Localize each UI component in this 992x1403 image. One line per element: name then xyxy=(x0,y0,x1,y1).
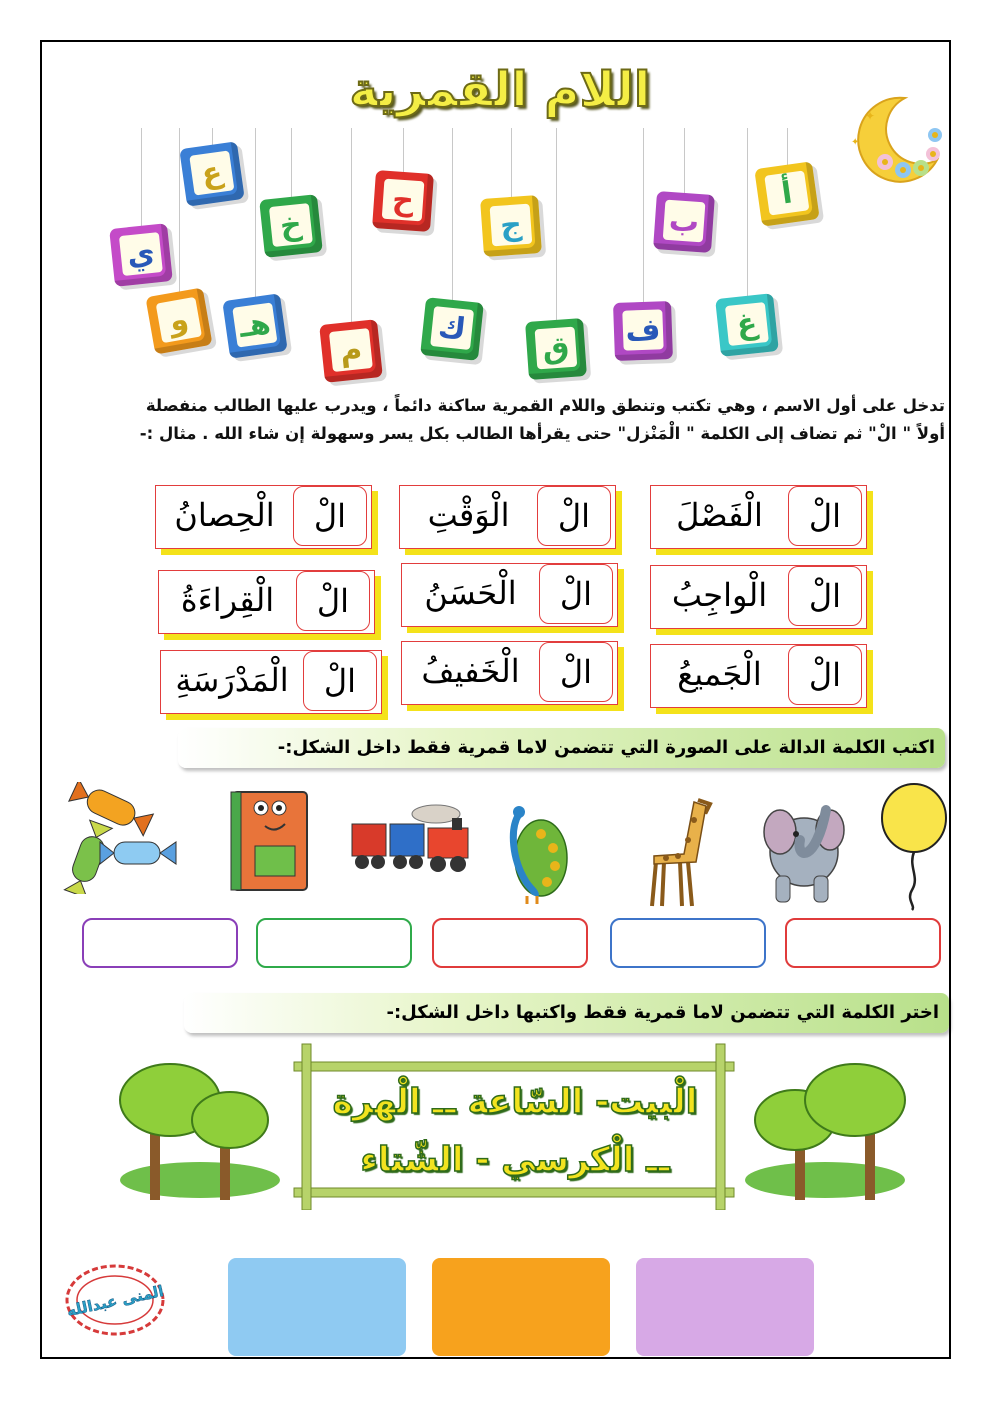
cube-letter: ي xyxy=(119,232,163,276)
prefix-al: الْ xyxy=(296,571,370,631)
letter-cube xyxy=(222,293,288,359)
svg-text:✦: ✦ xyxy=(865,109,876,123)
prefix-al: الْ xyxy=(293,486,367,546)
cube-letter: ك xyxy=(430,306,474,350)
example-box xyxy=(155,485,372,549)
letter-cube xyxy=(372,170,434,232)
example-box xyxy=(399,485,616,549)
word-choices-line-2: ــ الْكرسي - الشّتاء xyxy=(360,1140,670,1180)
example-word: الْفَصْلَ xyxy=(676,496,763,534)
cube-letter: خ xyxy=(269,203,313,247)
prefix-al: الْ xyxy=(539,642,613,702)
cube-string xyxy=(511,128,512,197)
example-word: الْجَميعُ xyxy=(677,655,762,693)
write-box-purple[interactable] xyxy=(636,1258,814,1356)
moon-flowers-icon xyxy=(845,90,945,185)
write-box-orange[interactable] xyxy=(432,1258,610,1356)
intro-paragraph xyxy=(55,392,945,448)
letter-cube xyxy=(259,194,323,258)
cube-letter: ق xyxy=(535,327,578,370)
cube-letter: ب xyxy=(663,200,706,243)
letter-cube xyxy=(420,297,484,361)
letter-cube xyxy=(480,195,542,257)
word-choices-line-1: الْبيت- السّاعة ــ الْهرة xyxy=(332,1082,698,1122)
example-box xyxy=(160,650,382,714)
prefix-al: الْ xyxy=(537,486,611,546)
letter-cube xyxy=(613,301,673,361)
cube-string xyxy=(291,128,292,197)
cube-letter: م xyxy=(329,328,373,372)
balloon-icon xyxy=(878,782,950,912)
stamp-text: المنى عبدالله xyxy=(65,1281,166,1321)
answer-box[interactable] xyxy=(432,918,588,968)
example-word: الْمَدْرَسَةِ xyxy=(175,661,289,699)
cube-string xyxy=(556,128,557,320)
peacock-icon xyxy=(497,800,569,904)
cube-string xyxy=(351,128,352,322)
tree-icon xyxy=(110,1060,290,1210)
cube-letter: ف xyxy=(622,309,663,350)
answer-box[interactable] xyxy=(82,918,238,968)
example-word: الْقِراءَةُ xyxy=(180,581,275,619)
intro-line-2: أولاً " الْ" ثم تضاف إلى الكلمة " الْمَنْزل" حتى يقرأها الطالب بكل يسر وسهولة إن شاء الله . مثال :- xyxy=(139,424,945,443)
intro-line-1: تدخل على أول الاسم ، وهي تكتب وتنطق واللام القمرية ساكنة دائماً ، ويدرب عليها الطالب منفصلة xyxy=(145,396,945,415)
letter-cube xyxy=(319,319,383,383)
cube-string xyxy=(255,128,256,297)
cube-letter: أ xyxy=(764,170,809,215)
letter-cube xyxy=(109,223,173,287)
answer-box[interactable] xyxy=(610,918,766,968)
example-word: الْواجِبُ xyxy=(671,576,768,614)
letter-cube xyxy=(525,318,587,380)
letter-cube xyxy=(754,161,820,227)
cube-string xyxy=(179,128,180,292)
cube-string xyxy=(212,128,213,145)
cube-string xyxy=(403,128,404,172)
cube-string xyxy=(643,128,644,302)
cube-letter: ع xyxy=(189,150,234,195)
letter-cube xyxy=(653,191,715,253)
author-stamp xyxy=(60,1260,170,1340)
cube-string xyxy=(452,128,453,300)
example-box xyxy=(650,565,867,629)
letter-cube xyxy=(715,293,779,357)
example-box xyxy=(650,644,867,708)
cube-string xyxy=(141,128,142,226)
prefix-al: الْ xyxy=(539,564,613,624)
prefix-al: الْ xyxy=(788,566,862,626)
elephant-icon xyxy=(756,790,846,908)
cube-letter: ح xyxy=(382,179,425,222)
bamboo-frame xyxy=(288,1040,740,1210)
example-box xyxy=(401,563,618,627)
exercise1-instruction: اكتب الكلمة الدالة على الصورة التي تتضمن لاما قمرية فقط داخل الشكل:- xyxy=(178,728,945,768)
cube-string xyxy=(787,128,788,165)
example-box xyxy=(401,641,618,705)
letter-cube xyxy=(179,141,245,207)
prefix-al: الْ xyxy=(788,486,862,546)
page-title: اللام القمرية xyxy=(349,62,651,118)
example-word: الْخَفيفُ xyxy=(421,652,520,690)
giraffe-icon xyxy=(636,790,731,908)
cube-letter: ج xyxy=(490,204,533,247)
prefix-al: الْ xyxy=(788,645,862,705)
candy-icon xyxy=(62,782,182,894)
example-box xyxy=(650,485,867,549)
svg-text:✦: ✦ xyxy=(851,137,860,148)
answer-box[interactable] xyxy=(256,918,412,968)
answer-box[interactable] xyxy=(785,918,941,968)
letter-cube xyxy=(145,287,212,354)
example-word: الْوَقْتِ xyxy=(427,496,510,534)
example-word: الْحَسَنُ xyxy=(424,574,517,612)
tree-icon xyxy=(735,1060,915,1210)
example-box xyxy=(158,570,375,634)
exercise2-instruction: اختر الكلمة التي تتضمن لاما قمرية فقط واكتبها داخل الشكل:- xyxy=(184,993,949,1033)
example-word: الْحِصانُ xyxy=(174,496,275,534)
cube-letter: و xyxy=(156,297,202,343)
train-icon xyxy=(348,802,476,882)
prefix-al: الْ xyxy=(303,651,377,711)
write-box-blue[interactable] xyxy=(228,1258,406,1356)
cube-string xyxy=(747,128,748,296)
cube-letter: غ xyxy=(725,302,769,346)
cube-string xyxy=(684,128,685,193)
notebook-icon xyxy=(225,784,315,894)
cube-letter: هـ xyxy=(232,302,277,347)
